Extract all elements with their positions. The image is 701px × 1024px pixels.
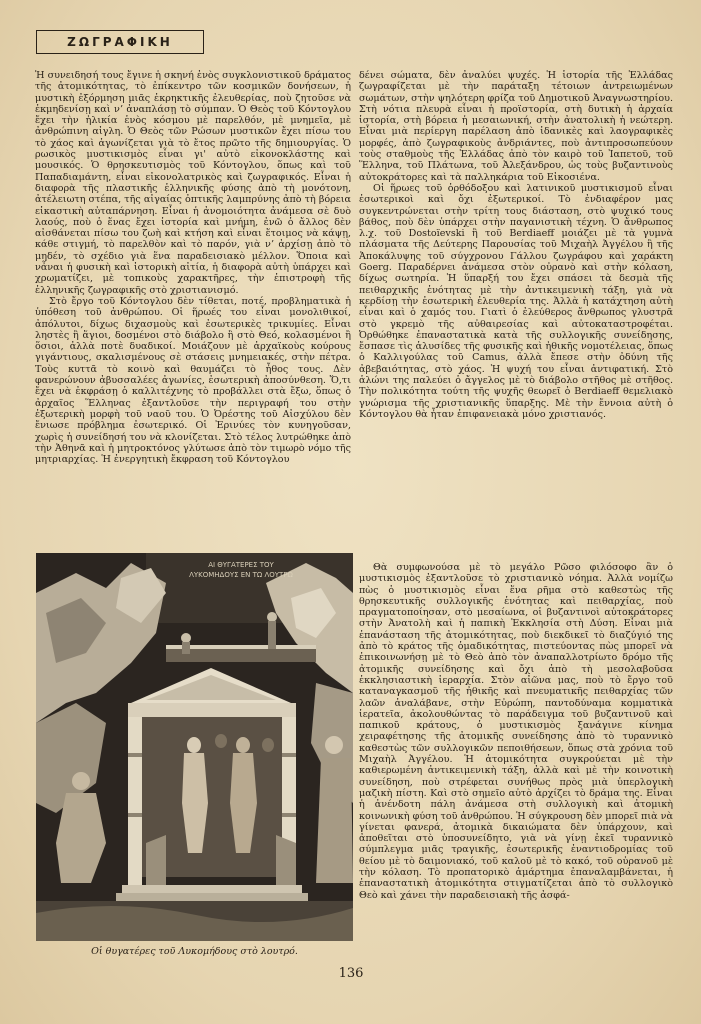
figure-caption: Οἱ θυγατέρες τοῦ Λυκομήδους στὸ λουτρό.	[91, 946, 298, 957]
paragraph: Στὸ ἔργο τοῦ Κόντογλου δὲν τίθεται, ποτέ, προβληματικὰ ἡ ὑπόθεση τοῦ ἀνθρώπου. Οἱ ἥρωές του εἶναι μονολιθικοί, ἀπόλυτοι, δίχως διχασμοὺς καὶ ἐσωτερικὲς τρικυμίες. Εἶναι ληστὲς ἢ ἅγιοι, δοσμένοι στὸ διάβολο ἢ στὸ Θεό, κολασμένοι ἢ ὅσιοι, ἀλλὰ ποτὲ δυαδικοί. Μοιάζουν μὲ ἀρχαϊκοὺς κούρους γιγάντιους, σκαλισμένους σὲ στάσεις μνημειακές, στὴν πέτρα. Τοὺς κυττᾶ τὸ κοινὸ καὶ θαυμάζει τὸ ἦθος τους. Δὲν φανερώνουν ἀβυσσαλέες ἀγωνίες, ἐσωτερικὴ ἀποσύνθεση. Ὅ,τι ἔχει νὰ ἐκφράσῃ ὁ καλλιτέχνης τὸ προβάλλει στὰ ἔξω, ὅπως ὁ ἀρχαῖος Ἕλληνας ἐξαντλοῦσε τὴν περιγραφή του στὴν ἐξωτερικὴ μορφὴ τοῦ ναοῦ του. Ὁ Ὀρέστης τοῦ Αἰσχύλου δὲν ἔνιωσε πρόβλημα ἐσωτερικό. Οἱ Ἐρινύες τὸν κυνηγοῦσαν, χωρὶς ἡ συνείδησή του νὰ κλονίζεται. Στὸ τέλος λυτρώθηκε ἀπὸ τὴν Ἀθηνᾶ καὶ ἡ μητροκτόνος γλύτωσε ἀπὸ τὸν τιμωρὸ νόμο τῆς μητριαρχίας. Ἡ ἐνεργητικὴ ἔκφραση τοῦ Κόντογλου	[35, 295, 351, 466]
paragraph: Οἱ ἥρωες τοῦ ὀρθόδοξου καὶ λατινικοῦ μυστικισμοῦ εἶναι ἐσωτερικοὶ καὶ ὄχι ἐξωτερικοί. Τὸ ἐνδιαφέρον μας συγκεντρώνεται στὴν τρίτη τους διάσταση, στὸ ψυχικό τους βάθος, ποὺ δὲν ὑπάρχει στὴν παγανιστικὴ τέχνη. Ὁ ἄνθρωπος λ.χ. τοῦ Dostoïevski ἢ τοῦ Berdiaeff μοιάζει μὲ τὰ γυμνὰ πλάσματα τῆς Δεύτερης Παρουσίας τοῦ Μιχαὴλ Ἀγγέλου ἢ τῆς Ἀποκάλυψης τοῦ σύγχρονου Γάλλου ζωγράφου καὶ χαράκτη Goerg. Παραδέρνει ἀνάμεσα στὸν οὐρανὸ καὶ στὴν κόλαση, δίχως σωτηρία. Ἡ ὕπαρξή του ἔχει σπάσει τὰ δεσμὰ τῆς πειθαρχικῆς ἑνότητας μὲ τὴν ἀντικειμενικὴ τάξη, γιὰ νὰ κερδίσῃ τὴν ἐσωτερικὴ ἐλευθερία της. Ἀλλὰ ἡ κατάχτηση αὐτὴ εἶναι καὶ ὁ χαμός του. Γιατὶ ὁ ἐλεύθερος ἄνθρωπος γλυστρᾶ στὸ γκρεμὸ τῆς αὐθαιρεσίας καὶ αὐτοκαταστροφέται. Ὀρθώθηκε ἐπαναστατικὰ κατὰ τῆς συλλογικῆς συνείδησης, ἔσπασε τὶς ἁλυσίδες τῆς φυσικῆς καὶ ἠθικῆς νομοτέλειας, ὅπως ὁ Καλλιγούλας τοῦ Camus, ἀλλὰ ἔπεσε στὴν ὀδύνη τῆς ἀβεβαιότητας, στὸ χάος. Ἡ ψυχή του εἶναι ἀντιφατική. Στὸ ἁλώνι της παλεύει ὁ ἄγγελος μὲ τὸ διάβολο στῆθος μὲ στῆθος. Τὴν πολικότητα τούτη τῆς ψυχῆς θεωρεῖ ὁ Berdiaeff θεμελιακὸ γνώρισμα τῆς χριστιανικῆς ὕπαρξης. Μὲ τὴν ἔννοια αὐτὴ ὁ Κόντογλου θὰ ἦταν ἐπιφανειακὰ μόνο χριστιανός.	[359, 182, 673, 420]
section-header	[36, 30, 204, 54]
page-number: 136	[338, 966, 364, 981]
painting-illustration	[36, 553, 353, 941]
painting-inscription-line2: ΛΥΚΟΜΗΔΟΥΣ ΕΝ ΤΩ ΛΟΥΤΡΩ	[189, 571, 293, 579]
paragraph: Ἡ συνειδησή τους ἔγινε ἡ σκηνή ἑνὸς συγκλονιστικοῦ δράματος τῆς ἀτομικότητας, τὸ ἐπίκεντρο τῶν κοσμικῶν δονήσεων, ἡ μυστικὴ ἐξόρμηση μιᾶς ἐκρηκτικῆς ἐλευθερίας, ποὺ ζητοῦσε νὰ ἐκμηδενίσῃ καὶ νʼ ἀναπλάσῃ τὸ σύμπαν. Ὁ Θεὸς τοῦ Κόντογλου ἔχει τὴν ἡλικία ἑνὸς κόσμου μὲ παρελθόν, μὲ μνημεῖα, μὲ ἀνθρώπινη αἰγλη. Ὁ Θεὸς τῶν Ρώσων μυστικῶν ἔχει πίσω του τὸ χάος καὶ ἀγωνίζεται γιὰ τὸ ἔτος πρῶτο τῆς δημιουργίας. Ὁ ρωσικὸς μυστικισμὸς εἶναι γι' αὐτὸ εἰκονοκλάστης καὶ μουσικός. Ὁ θρησκευτισμὸς τοῦ Κόντογλου, ὅπως καὶ τοῦ Παπαδιαμάντη, εἶναι εἰκονολατρικὸς καὶ ζωγραφικός. Εἶναι ἡ διαφορὰ τῆς πλαστικῆς ἑλληνικῆς φύσης ἀπὸ τὴ μονότονη, ἀτέλειωτη στέπα, τῆς αἰγαίας ὀπτικῆς λαμπρύνης ἀπὸ τὴ βόρεια εἰκαστικὴ αὐταπάρνηση. Εἶναι ἡ ἀνομοιότητα ἀνάμεσα σὲ δυὸ λαούς, ποὺ ὁ ἕνας ἔχει ἱστορία καὶ μνήμη, ἐνῶ ὁ ἄλλος δὲν αἰσθάνεται πίσω του ζωὴ καὶ κτήση καὶ εἶναι ἕτοιμος νὰ κάψῃ, κάθε στιγμή, τὸ παρελθὸν καὶ τὸ παρόν, γιὰ νʼ ἀρχίσῃ ἀπὸ τὸ μηδέν, τὸ σχέδιο γιὰ ἕνα παραδεισιακὸ μέλλον. Ὅποια καὶ νἆναι ἡ φυσικὴ καὶ ἱστορικὴ αἰτία, ἡ διαφορὰ αὐτὴ ὑπάρχει καὶ χρωματίζει, μὲ τοπικοὺς χαρακτῆρες, τὴν ἐπιστροφὴ τῆς ἑλληνικῆς ζωγραφικῆς στὸ χριστιανισμό.	[35, 70, 351, 296]
paragraph: δένει σώματα, δὲν ἀναλύει ψυχές. Ἡ ἱστορία τῆς Ἑλλάδας ζωγραφίζεται μὲ τὴν παράταξη τέτοιων ἀντρειωμένων σωμάτων, στὴν ψηλότερη φρίζα τοῦ Δημοτικοῦ Ἀναγνωστηρίου. Στὴ νότια πλευρὰ εἶναι ἡ προϊστορία, στὴ δυτικὴ ἡ ἀρχαία ἱστορία, στὴ βόρεια ἡ μεσαιωνική, στὴν ἀνατολικὴ ἡ νεώτερη. Εἶναι μιὰ περίεργη παρέλαση ἀπὸ ἰδανικὲς καὶ λαογραφικὲς μορφές, ἀπὸ ζωγραφικοὺς ἀνδριάντες, ποὺ ἀντιπροσωπεύουν τοὺς σταθμοὺς τῆς Ἑλλάδας ἀπὸ τὸν καιρὸ τοῦ Ἰαπετοῦ, τοῦ Ἕλληνα, τοῦ Πλάτωνα, τοῦ Ἀλεξάνδρου, ὡς τοὺς βυζαντινοὺς αὐτοκράτορες καὶ τὰ παλληκάρια τοῦ Εἰκοσιένα.	[359, 70, 673, 183]
painting-inscription-line1: ΑΙ ΘΥΓΑΤΕΡΕΣ ΤΟΥ	[208, 561, 274, 569]
left-text-column	[35, 70, 351, 548]
paragraph: Θὰ συμφωνούσα μὲ τὸ μεγάλο Ρῶσο φιλόσοφο ἂν ὁ μυστικισμὸς ἐξαντλοῦσε τὸ χριστιανικὸ νόημα. Ἀλλὰ νομίζω πὼς ὁ μυστικισμὸς εἶναι ἕνα ρῆμα στὸ καθεστὼς τῆς θρησκευτικῆς συλλογικῆς ἑνότητας καὶ πειθαρχίας, ποὺ πραγματοποίησαν, στὸ μεσαίωνα, οἱ βυζαντινοὶ αὐτοκράτορες στὴν Ἀνατολὴ καὶ ἡ παπικὴ Ἐκκλησία στὴ Δύση. Εἶναι μιὰ ἐπανάσταση τῆς ἀτομικότητας, ποὺ διεκδικεῖ τὸ διαζύγιό της ἀπὸ τὸ κράτος τῆς ὁμαδικότητας, πιστεύοντας πὼς μπορεῖ νὰ ἐπικοινωνήσῃ μὲ τὸ Θεὸ ἀπὸ τὸν ἀναπαλλοτρίωτο δρόμο τῆς ἀτομικῆς συνείδησης καὶ ὄχι ἀπὸ τὴ μεσολαβοῦσα ἐκκλησιαστικὴ ἱεραρχία. Στὸν αἰῶνα μας, ποὺ τὸ ἔργο τοῦ καταναγκασμοῦ τῆς ἠθικῆς καὶ πνευματικῆς πειθαρχίας τῶν λαῶν ἀναλάβανε, στὴν Εὐρώπη, παντοδύναμα κομματικὰ ἱερατεῖα, ἀκολουθώντας τὸ παράδειγμα τοῦ βυζαντινοῦ καὶ παπικοῦ κράτους, ὁ μυστικισμὸς ξανάγινε κίνημα χειραφέτησης τῆς ἀτομικῆς συνείδησης ἀπὸ τὸ τυραννικὸ καθεστὼς τῶν συλλογικῶν πεποιθήσεων, ὅπως στὰ χρόνια τοῦ Μιχαὴλ Ἀγγέλου. Ἡ ἀτομικότητα συγκρούεται μὲ τὴν καθιερωμένη ἀντικειμενικὴ τάξη, ἀλλὰ καὶ μὲ τὴν κοινοτικὴ συνείδηση, ποὺ στρέφεται συνήθως πρὸς μιὰ ὑπερλογικὴ μαζικὴ πίστη. Καὶ στὸ σημεῖο αὐτὸ ἀρχίζει τὸ δράμα της. Εἶναι ἡ ἀνένδοτη πάλη ἀνάμεσα στὴ συλλογικὴ καὶ ἀτομικὴ κοινωνικὴ φύση τοῦ ἀνθρώπου. Ἡ σύγκρουση δὲν μπορεῖ πιὰ νὰ γίνεται φανερά, ἀτομικὰ δικαιώματα δὲν ὑπάρχουν, καὶ ἀποθεῖται στὸ ὑποσυνείδητο, γιὰ νὰ γίνῃ ἐκεῖ τυραννικὸ σύμπλεγμα μιᾶς τραγικῆς, ἐσωτερικῆς ἐναντιοδρομίας τοῦ θείου μὲ τὸ δαιμονιακό, τοῦ καλοῦ μὲ τὸ κακό, τοῦ οὐρανοῦ μὲ τὴν κόλαση. Τὸ προπατορικὸ ἁμάρτημα ἐπαναλαμβάνεται, ἡ ἐπαναστατικὴ ἀτομικότητα στιγματίζεται ἀπὸ τὸ συλλογικὸ Θεὸ καὶ χάνει τὴν παραδεισιακὴ τῆς ἀσφά-	[359, 562, 673, 901]
section-title: ΖΩΓΡΑΦΙΚΗ	[67, 35, 173, 49]
right-text-column-bottom	[359, 562, 673, 947]
right-text-column-top	[359, 70, 673, 562]
painting-graphic	[36, 553, 353, 941]
